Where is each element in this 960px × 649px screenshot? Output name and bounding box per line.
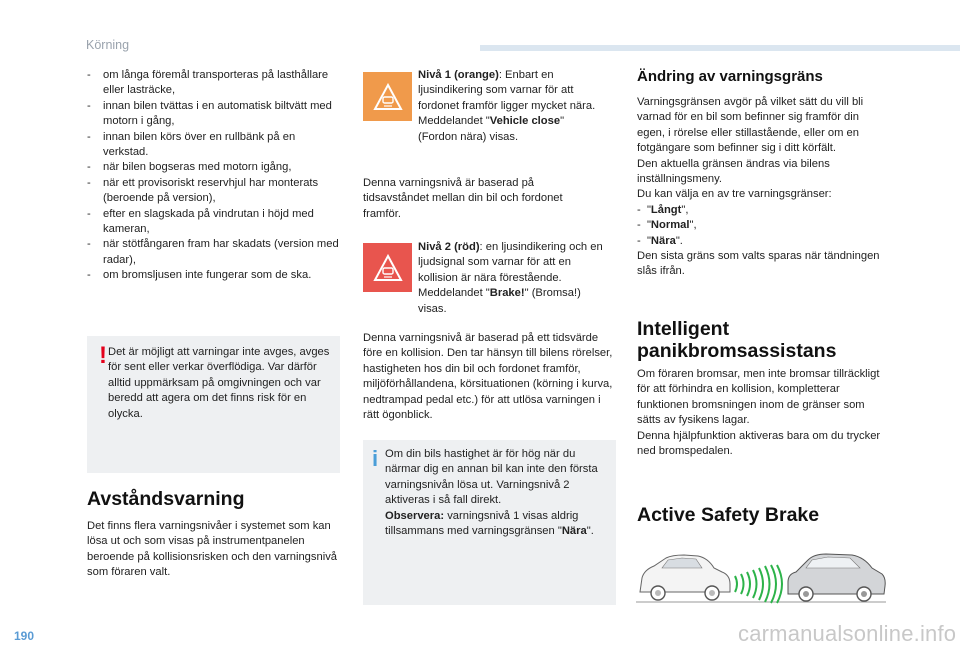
heading-active-safety-brake: Active Safety Brake	[637, 504, 820, 526]
section-label: Körning	[86, 38, 130, 52]
cars-illustration	[636, 548, 886, 608]
heading-panikbroms: Intelligent panikbromsassistans	[637, 318, 837, 362]
level2-message: Brake!	[489, 287, 525, 300]
level2-basis-text: Denna varningsnivå är baserad på ett tidsvärde före en kollision. Den tar hänsyn till bilens rörelser, hastigheten hos din bil och fordonet framför, miljöförhållandena, körsituationen (körning i kurva, nedtrampad pedal etc.) för att utlösa varningen i rätt ögonblick.	[363, 332, 613, 422]
info-icon: i	[372, 446, 379, 471]
level2-indicator	[363, 243, 412, 292]
header-bar	[480, 45, 960, 51]
observera-label: Observera:	[385, 509, 445, 522]
andring-section	[637, 95, 887, 280]
list-item: - innan bilen körs över en rullbänk på en verkstad.	[87, 130, 342, 161]
condition-list	[87, 68, 342, 284]
collision-warning-icon	[373, 83, 403, 111]
andring-para: Den aktuella gränsen ändras via bilens inställningsmeny.	[637, 157, 830, 186]
watermark: carmanualsonline.info	[738, 621, 957, 646]
panikbroms-para: Denna hjälpfunktion aktiveras bara om du trycker ned bromspedalen.	[637, 429, 881, 458]
level1-text: Nivå 1 (orange): Enbart en ljusindikering som varnar för att fordonet framför ligger mycket nära. Meddelandet "Vehicle close" (Fordon nära) visas.	[418, 69, 596, 143]
list-item: - innan bilen tvättas i en automatisk biltvätt med motorn i gång,	[87, 99, 342, 130]
list-item: - om bromsljusen inte fungerar som de ska.	[87, 268, 342, 283]
option-item: - "Långt",	[637, 203, 689, 216]
heading-andring: Ändring av varningsgräns	[637, 68, 823, 85]
andring-para: Den sista gräns som valts sparas när tändningen slås ifrån.	[637, 250, 880, 278]
warning-box	[87, 336, 340, 473]
panikbroms-para: Om föraren bromsar, men inte bromsar tillräckligt för att förhindra en kollision, kompletterar funktionen bromsningen inom de gränser som sätts av fysikens lagar.	[637, 368, 880, 427]
option-item: - "Nära".	[637, 234, 683, 247]
level1-message: Vehicle close	[489, 115, 561, 128]
info-box	[363, 440, 616, 605]
list-item: - när bilen bogseras med motorn igång,	[87, 160, 342, 175]
panikbroms-section	[637, 367, 887, 459]
level2-text: Nivå 2 (röd): en ljusindikering och en ljudsignal som varnar för att en kollision är nära förestående. Meddelandet "Brake!" (Bromsa!) visas.	[418, 241, 603, 315]
level1-title: Nivå 1 (orange)	[418, 69, 499, 81]
level1-indicator	[363, 72, 412, 121]
option-item: - "Normal",	[637, 219, 697, 232]
warning-icon: !	[99, 342, 107, 369]
info-text: Om din bils hastighet är för hög när du närmar dig en annan bil kan inte den första varningsnivån lösa ut. Varningsnivå 2 aktiveras i så fall direkt. Observera: varningsnivå 1 visas aldrig tillsammans med varningsgränsen "Nära".	[385, 448, 598, 538]
avstandsvarning-text: Det finns flera varningsnivåer i systemet som kan lösa ut och som visas på instrumentpanelen beroende på kollisionsrisken och den varningsnivå som föraren valt.	[87, 520, 338, 579]
warning-text: Det är möjligt att varningar inte avges, avges för sent eller verkar överflödiga. Var därför alltid uppmärksam på omgivningen och var beredd att agera om det finns risk för en olycka.	[108, 346, 330, 420]
list-item: - om långa föremål transporteras på lasthållare eller lasträcke,	[87, 68, 342, 99]
list-item: - efter en slagskada på vindrutan i höjd med kameran,	[87, 207, 342, 238]
heading-avstandsvarning: Avståndsvarning	[87, 488, 245, 510]
andring-para: Varningsgränsen avgör på vilket sätt du vill bli varnad för en bil som befinner sig framför din egen, i rörelse eller stillastående, eller om en fotgängare som befinner sig i ditt körfält.	[637, 96, 864, 155]
level2-title: Nivå 2 (röd)	[418, 241, 480, 253]
page-number: 190	[14, 629, 35, 643]
andring-para: Du kan välja en av tre varningsgränser:	[637, 188, 832, 201]
list-item: - när ett provisoriskt reservhjul har monterats (beroende på version),	[87, 176, 342, 207]
list-item: - när stötfångaren fram har skadats (version med radar),	[87, 237, 342, 268]
level1-basis-text: Denna varningsnivå är baserad på tidsavståndet mellan din bil och fordonet framför.	[363, 177, 563, 220]
collision-warning-icon	[373, 254, 403, 282]
